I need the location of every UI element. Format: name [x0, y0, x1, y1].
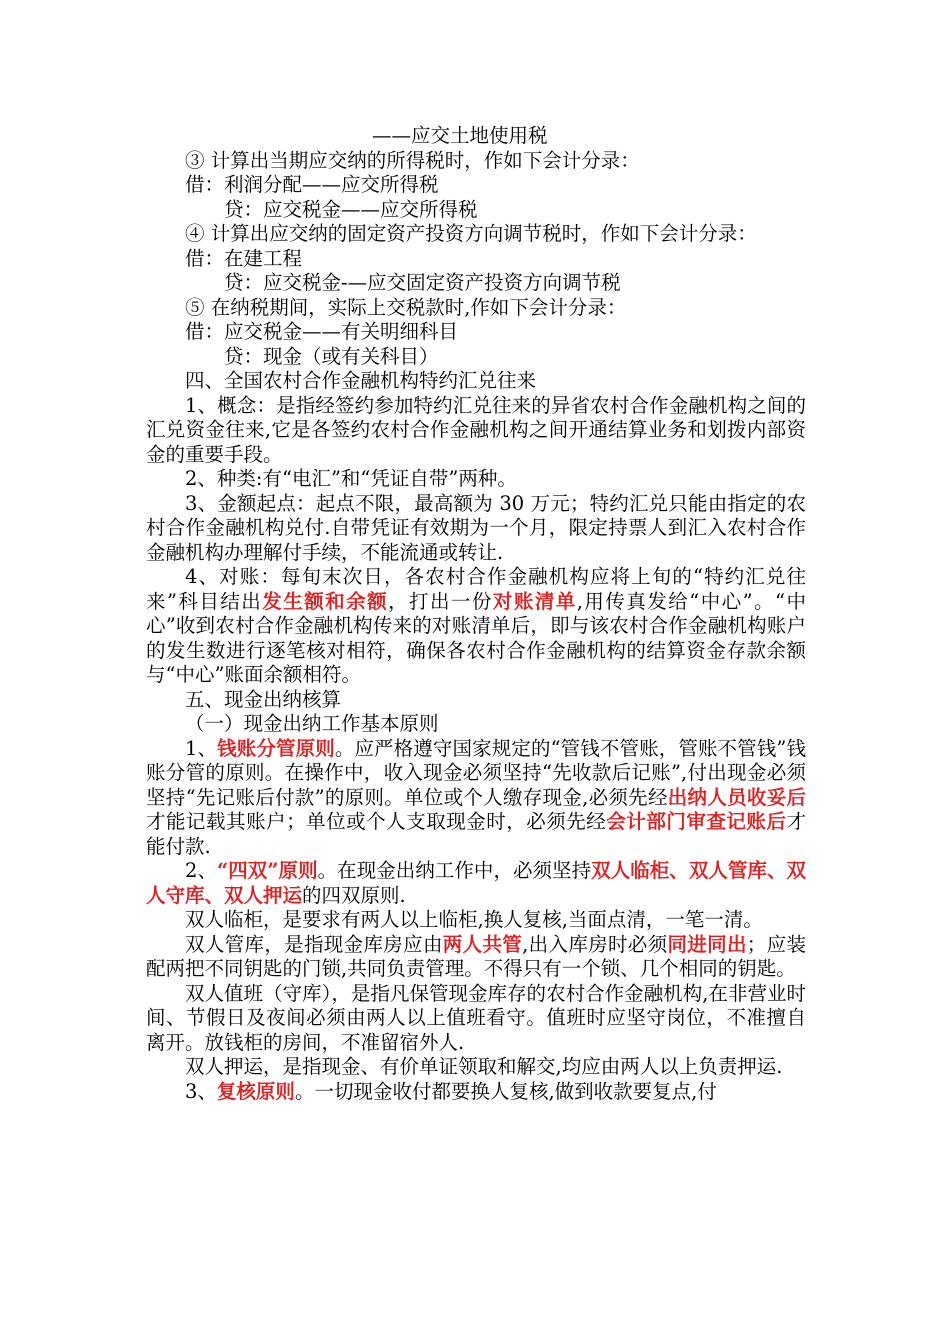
- paragraph-amount: 3、金额起点：起点不限，最高额为 30 万元；特约汇兑只能由指定的农村合作金融机构兑付.自带凭证有效期为一个月，限定持票人到汇入农村合作金融机构办理解付手续，不能流通或转让.: [146, 491, 806, 564]
- entry-debit-1: 借：利润分配——应交所得税: [185, 173, 439, 196]
- section-heading-4: 四、全国农村合作金融机构特约汇兑往来: [185, 369, 537, 392]
- paragraph-item-5: ⑤ 在纳税期间，实际上交税款时,作如下会计分录：: [185, 295, 627, 319]
- highlight-text: 两人共管: [442, 932, 523, 956]
- text-run: ,用传真发给“中心”。“中心”收到农村合作金融机构传来的对账清单后，即与该农村合作金融机构账户的发生数进行逐笔核对相符，确保各农村合作金融机构的结算资金存款余额与“中心”账面余额相符。: [146, 589, 806, 686]
- text-run: 才能付款.: [146, 810, 806, 858]
- highlight-text: 出纳人员收妥后: [667, 785, 806, 809]
- highlight-text: 对账清单: [492, 589, 577, 613]
- entry-credit-2: 贷：应交税金-—应交固定资产投资方向调节税: [224, 271, 621, 294]
- entry-debit-3: 借：应交税金——有关明细科目: [185, 320, 459, 343]
- highlight-text: 发生额和余额: [262, 589, 389, 613]
- highlight-text: 会计部门审查记账后: [606, 810, 787, 833]
- paragraph-dual-counter: 双人临柜，是要求有两人以上临柜,换人复核,当面点清，一笔一清。: [185, 908, 763, 931]
- line-tax-land: ——应交土地使用税: [372, 124, 548, 147]
- paragraph-dual-vault: [146, 933, 806, 982]
- highlight-text: “四双”原则: [216, 859, 318, 882]
- paragraph-reconcile: [146, 565, 806, 688]
- text-run: 的四双原则.: [302, 883, 406, 907]
- text-run: 3、: [185, 1079, 217, 1103]
- text-run: 2、: [185, 859, 217, 882]
- text-run: 。应严格遵守国家规定的“管钱不管账，管账不管钱”钱账分管的原则。在操作中，收入现金必须坚持“先收款后记账”,付出现金必须坚持“先记账后付款”的原则。单位或个人缴存现金,必须先经: [146, 736, 806, 809]
- text-run: ，打出一份: [388, 589, 493, 613]
- highlight-text: 钱账分管原则: [217, 736, 335, 760]
- paragraph-principle-1: [146, 737, 806, 860]
- text-run: 。在现金出纳工作中，必须坚持: [317, 859, 592, 882]
- paragraph-dual-guard: 双人值班（守库），是指凡保管现金库存的农村合作金融机构,在非营业时间、节假日及夜间必须由两人以上值班看守。值班时应坚守岗位，不准擅自离开。放钱柜的房间，不准留宿外人.: [146, 981, 806, 1054]
- paragraph-principle-3: [146, 1080, 806, 1105]
- paragraph-item-4: ④ 计算出应交纳的固定资产投资方向调节税时，作如下会计分录：: [185, 222, 757, 245]
- text-run: 1、: [185, 736, 218, 760]
- text-run: ,出入库房时必须: [522, 932, 668, 956]
- entry-debit-2: 借：在建工程: [185, 246, 303, 270]
- paragraph-item-3: ③ 计算出当期应交纳的所得税时，作如下会计分录：: [185, 148, 640, 172]
- paragraph-dual-escort: 双人押运，是指现金、有价单证领取和解交,均应由两人以上负责押运.: [185, 1055, 783, 1078]
- highlight-text: 双人临柜、双人管库、双人守库、双人押运: [146, 859, 806, 907]
- document-body: [146, 124, 806, 1104]
- entry-credit-3: 贷：现金（或有关科目）: [224, 344, 439, 368]
- text-run: 。一切现金收付都要换人复核,做到收款要复点,付: [294, 1079, 717, 1103]
- highlight-text: 复核原则: [216, 1079, 295, 1103]
- paragraph-concept: 1、概念：是指经签约参加特约汇兑往来的异省农村合作金融机构之间的汇兑资金往来,它是各签约农村合作金融机构之间开通结算业务和划拨内部资金的重要手段。: [146, 393, 806, 466]
- subsection-heading-1: （一）现金出纳工作基本原则: [185, 712, 439, 735]
- text-run: 4、对账：每旬末次日，各农村合作金融机构应将上旬的“特约汇兑往来”科目结出: [146, 565, 806, 613]
- paragraph-principle-2: [146, 859, 806, 908]
- section-heading-5: 五、现金出纳核算: [185, 687, 342, 711]
- text-run: ；应装配两把不同钥匙的门锁,共同负责管理。不得只有一个锁、几个相同的钥匙。: [146, 932, 806, 980]
- text-run: 才能记载其账户；单位或个人支取现金时，必须先经: [146, 810, 607, 833]
- text-run: 双人管库，是指现金库房应由: [185, 932, 443, 956]
- highlight-text: 同进同出: [667, 932, 747, 956]
- paragraph-types: 2、种类:有“电汇”和“凭证自带”两种。: [185, 467, 517, 490]
- entry-credit-1: 贷：应交税金——应交所得税: [224, 197, 478, 221]
